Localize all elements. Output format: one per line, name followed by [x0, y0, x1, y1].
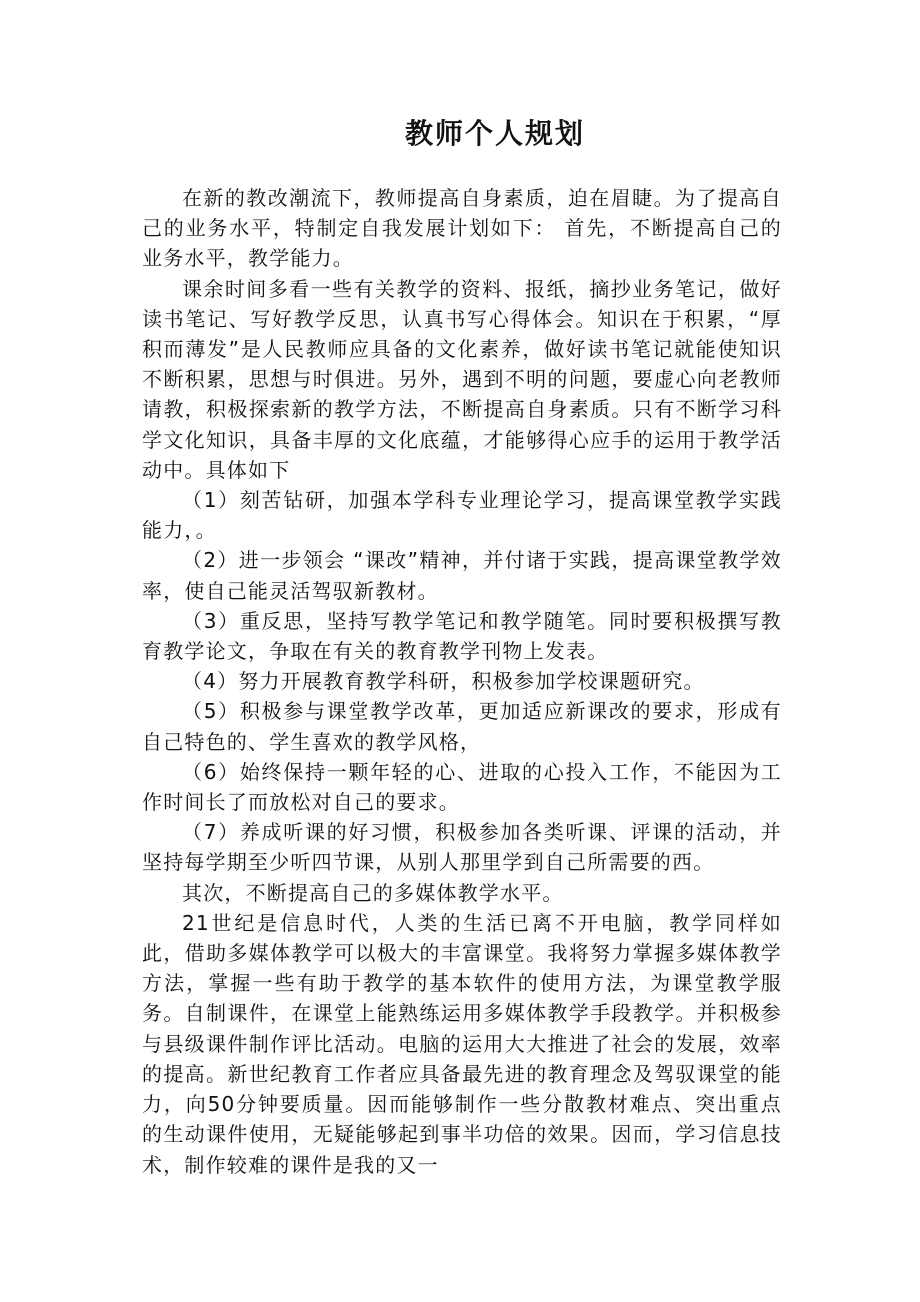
- list-item-3: （3）重反思，坚持写教学笔记和教学随笔。同时要积极撰写教育教学论文，争取在有关的教育教学刊物上发表。: [142, 608, 782, 664]
- paragraph-intro: 在新的教改潮流下，教师提高自身素质，迫在眉睫。为了提高自己的业务水平，特制定自我发展计划如下： 首先，不断提高自己的业务水平，教学能力。: [142, 186, 782, 271]
- paragraph-second-goal: 其次，不断提高自己的多媒体教学水平。: [182, 880, 564, 905]
- document-title: 教师个人规划: [404, 117, 585, 150]
- paragraph-study: 课余时间多看一些有关教学的资料、报纸，摘抄业务笔记，做好读书笔记、写好教学反思，认真书写心得体会。知识在于积累，“厚积而薄发”是人民教师应具备的文化素养，做好读书笔记就能使知识不断积累，思想与时俱进。另外，遇到不明的问题，要虚心向老教师请教，积极探索新的教学方法，不断提高自身素质。只有不断学习科学文化知识，具备丰厚的文化底蕴，才能够得心应手的运用于教学活动中。具体如下: [142, 276, 782, 482]
- list-item-1: （1）刻苦钻研，加强本学科专业理论学习，提高课堂教学实践能力，。: [142, 488, 782, 543]
- paragraph-multimedia: 21世纪是信息时代，人类的生活已离不开电脑，教学同样如此，借助多媒体教学可以极大的丰富课堂。我将努力掌握多媒体教学方法，掌握一些有助于教学的基本软件的使用方法，为课堂教学服务。自制课件，在课堂上能熟练运用多媒体教学手段教学。并积极参与县级课件制作评比活动。电脑的运用大大推进了社会的发展，效率的提高。新世纪教育工作者应具备最先进的教育理念及驾驭课堂的能力，向50分钟要质量。因而能够制作一些分散教材难点、突出重点的生动课件使用，无疑能够起到事半功倍的效果。因而，学习信息技术，制作较难的课件是我的又一: [142, 910, 782, 1177]
- list-item-4: （4）努力开展教育教学科研，积极参加学校课题研究。: [182, 669, 705, 694]
- list-item-6: （6）始终保持一颗年轻的心、进取的心投入工作，不能因为工作时间长了而放松对自己的要求。: [142, 759, 782, 815]
- list-item-5: （5）积极参与课堂教学改革，更加适应新课改的要求，形成有自己特色的、学生喜欢的教学风格，: [142, 699, 782, 754]
- document-body: [142, 183, 782, 1180]
- list-item-7: （7）养成听课的好习惯，积极参加各类听课、评课的活动，并坚持每学期至少听四节课，从别人那里学到自己所需要的西。: [142, 820, 782, 875]
- list-item-2: （2）进一步领会 “课改”精神，并付诸于实践，提高课堂教学效率，使自己能灵活驾驭新教材。: [142, 548, 782, 603]
